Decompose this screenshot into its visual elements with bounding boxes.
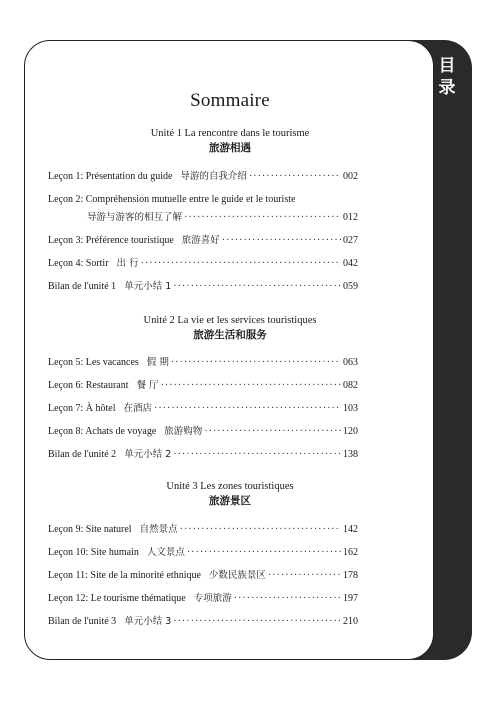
toc-entry[interactable] xyxy=(48,170,358,184)
toc-entry-zh: 自然景点 xyxy=(139,524,178,535)
unit-title-fr: Unité 1 La rencontre dans le tourisme xyxy=(150,128,310,139)
toc-entry-label: Leçon 3: Préférence touristique xyxy=(48,235,174,246)
leader-dots xyxy=(249,170,341,184)
leader-dots xyxy=(187,546,341,560)
toc-entry-page: 002 xyxy=(343,171,358,182)
toc-entry-page: 210 xyxy=(343,616,358,627)
toc-entry-zh: 单元小结 1 xyxy=(124,281,172,292)
toc-entry-zh: 出 行 xyxy=(116,258,139,269)
toc-entry[interactable] xyxy=(48,257,358,271)
toc-entry-page: 082 xyxy=(343,380,358,391)
toc-entry-label: Leçon 11: Site de la minorité ethnique xyxy=(48,570,201,581)
toc-entry-page: 178 xyxy=(343,570,358,581)
toc-entry-page: 120 xyxy=(343,426,358,437)
leader-dots xyxy=(154,402,341,416)
toc-entry[interactable] xyxy=(48,523,358,537)
toc-entry-label: Leçon 10: Site humain xyxy=(48,547,139,558)
toc-entry[interactable] xyxy=(48,402,358,416)
leader-dots xyxy=(268,569,341,583)
leader-dots xyxy=(173,448,341,462)
toc-entry-label: Bilan de l'unité 1 xyxy=(48,281,117,292)
unit-title-fr: Unité 3 Les zones touristiques xyxy=(166,481,294,492)
leader-dots xyxy=(234,592,341,606)
leader-dots xyxy=(161,379,341,393)
toc-entry-page: 012 xyxy=(343,212,358,223)
leader-dots xyxy=(222,234,341,248)
toc-entry[interactable] xyxy=(87,211,358,225)
toc-entry-page: 142 xyxy=(343,524,358,535)
toc-entry-zh: 假 期 xyxy=(146,357,169,368)
toc-entry[interactable] xyxy=(48,379,358,393)
unit-heading xyxy=(25,480,435,508)
leader-dots xyxy=(180,523,341,537)
toc-entry-zh: 导游的自我介绍 xyxy=(180,171,247,182)
side-tab-char: 录 xyxy=(438,78,456,98)
toc-entry-page: 162 xyxy=(343,547,358,558)
toc-entry-label: Leçon 4: Sortir xyxy=(48,258,109,269)
toc-entry[interactable] xyxy=(48,592,358,606)
side-tab-label xyxy=(430,55,464,99)
toc-entry[interactable] xyxy=(48,425,358,439)
unit-title-fr: Unité 2 La vie et les services touristiques xyxy=(143,315,317,326)
toc-entry-zh: 在酒店 xyxy=(123,403,152,414)
toc-entry-label: Leçon 5: Les vacances xyxy=(48,357,139,368)
toc-entry[interactable] xyxy=(48,615,358,629)
contents-page xyxy=(24,40,434,660)
unit-title-zh: 旅游景区 xyxy=(209,495,251,507)
toc-entry-page: 063 xyxy=(343,357,358,368)
toc-entry-label: Leçon 6: Restaurant xyxy=(48,380,129,391)
leader-dots xyxy=(173,280,341,294)
toc-entry-page: 103 xyxy=(343,403,358,414)
toc-entry-label: Leçon 12: Le tourisme thématique xyxy=(48,593,186,604)
leader-dots xyxy=(171,356,341,370)
toc-entry-page: 042 xyxy=(343,258,358,269)
toc-entry-label: Leçon 8: Achats de voyage xyxy=(48,426,157,437)
toc-entry-label: Leçon 2: Compréhension mutuelle entre le guide et le touriste xyxy=(48,194,296,205)
toc-entry-label: Leçon 1: Présentation du guide xyxy=(48,171,173,182)
toc-entry-zh: 单元小结 2 xyxy=(124,449,172,460)
toc-entry-zh: 旅游喜好 xyxy=(181,235,220,246)
toc-entry[interactable] xyxy=(48,356,358,370)
leader-dots xyxy=(173,615,341,629)
page-title: Sommaire xyxy=(190,90,270,111)
toc-entry-page: 027 xyxy=(343,235,358,246)
toc-entry[interactable] xyxy=(48,193,358,207)
side-tab-char: 目 xyxy=(438,56,456,76)
unit-heading xyxy=(25,314,435,342)
toc-entry-label: Leçon 9: Site naturel xyxy=(48,524,132,535)
toc-entry-zh: 单元小结 3 xyxy=(124,616,172,627)
toc-entry-zh: 少数民族景区 xyxy=(208,570,266,581)
toc-entry-page: 138 xyxy=(343,449,358,460)
leader-dots xyxy=(184,211,341,225)
toc-entry-label: Bilan de l'unité 3 xyxy=(48,616,117,627)
unit-title-zh: 旅游相遇 xyxy=(209,142,251,154)
toc-entry-page: 059 xyxy=(343,281,358,292)
toc-entry[interactable] xyxy=(48,569,358,583)
toc-entry[interactable] xyxy=(48,546,358,560)
toc-entry-zh: 餐 厅 xyxy=(136,380,159,391)
toc-entry-zh: 导游与游客的相互了解 xyxy=(87,212,183,223)
toc-entry[interactable] xyxy=(48,234,358,248)
unit-title-zh: 旅游生活和服务 xyxy=(193,329,267,341)
leader-dots xyxy=(141,257,341,271)
toc-entry-zh: 人文景点 xyxy=(146,547,185,558)
toc-entry-label: Bilan de l'unité 2 xyxy=(48,449,117,460)
toc-entry-zh: 旅游购物 xyxy=(164,426,203,437)
toc-entry[interactable] xyxy=(48,448,358,462)
toc-entry-page: 197 xyxy=(343,593,358,604)
leader-dots xyxy=(204,425,341,439)
unit-heading xyxy=(25,127,435,155)
toc-entry-zh: 专项旅游 xyxy=(193,593,232,604)
toc-entry-label: Leçon 7: À hôtel xyxy=(48,403,116,414)
toc-entry[interactable] xyxy=(48,280,358,294)
